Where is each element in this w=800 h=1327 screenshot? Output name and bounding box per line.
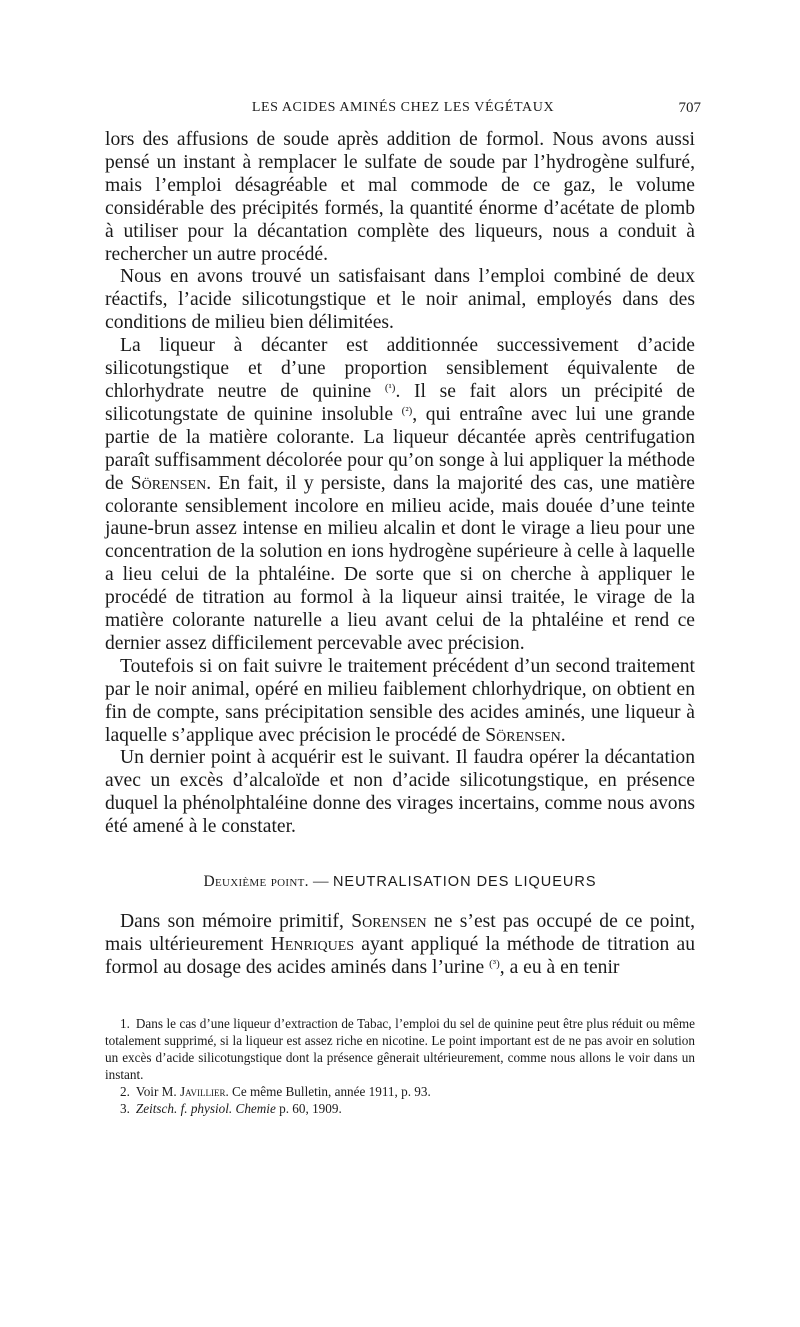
footnote-number: 1. [120,1016,130,1031]
footnotes [105,1015,695,1118]
author-name: Sorensen [351,911,427,932]
journal-title: Zeitsch. f. physiol. Chemie [135,1101,276,1117]
footnote-3 [105,1100,695,1117]
author-name: Henriques [270,933,355,955]
paragraph-1: lors des affusions de soude après addition de formol. Nous avons aussi pensé un instant à remplacer le sulfate de soude par l’hydrogène sulfuré, mais l’emploi désagréable et mal commode de ce gaz, le volume considérable des précipités formés, la quantité énorme d’acétate de plomb à utiliser pour la décantation complète des liqueurs, nous a conduit à rechercher un autre procédé. [105,129,695,265]
paragraph-6-part2: ne s’est pas occupé de ce point, mais ultérieurement [105,911,695,955]
paragraph-5: Un dernier point à acquérir est le suivant. Il faudra opérer la décantation avec un excès d’alcaloïde et non d’acide silicotungstique, en présence duquel la phénolphtaléine donne des virages incertains, comme nous avons été amené à le constater. [105,747,695,838]
paragraph-4-part2: . [560,724,566,746]
paragraph-6-part1: Dans son mémoire primitif, [120,911,352,932]
author-name: Sörensen [485,724,561,746]
footnote-number: 2. [120,1084,130,1100]
paragraph-4-part1: Toutefois si on fait suivre le traitement précédent d’un second traitement par le noir animal, opéré en milieu faiblement chlorhydrique, on obtient en fin de compte, sans précipitation sensible des acides aminés, une liqueur à laquelle s’applique avec précision le procédé de [105,655,695,746]
paragraph-4 [105,656,695,748]
paragraph-3 [105,335,695,656]
paragraph-3-part4: . En fait, il y persiste, dans la majorité des cas, une matière colorante sensiblement incolore en milieu acide, mais douée d’une teinte jaune-brun assez intense en milieu alcalin et dont le virage a lieu pour une concentration de la solution en ions hydrogène supérieure à celle à laquelle a lieu celui de la phtaléine. De sorte que si on cherche à appliquer le procédé de titration au formol à la liqueur ainsi traitée, le virage de la matière colorante naturelle a lieu avant celui de la phtaléine et rend ce dernier assez difficilement percevable avec précision. [105,472,695,654]
author-name: Javillier [179,1084,226,1100]
section-dash: — [308,873,333,890]
footnote-number: 3. [120,1101,130,1117]
section-text [105,911,695,980]
running-head [105,100,701,122]
paragraph-6-part4: , a eu à en tenir [499,956,620,978]
section-label: Deuxième point. [203,873,309,890]
footnote-ref-1: (¹) [384,381,396,394]
paragraph-3-part3: , qui entraîne avec lui une grande partie de la matière colorante. La liqueur décantée après centrifugation paraît suffisamment décolorée pour qu’on songe à lui appliquer la méthode de [105,403,696,494]
paragraph-6 [105,911,695,980]
footnote-ref-3: (³) [489,957,500,970]
paragraph-2: Nous en avons trouvé un satisfaisant dans l’emploi combiné de deux réactifs, l’acide silicotungstique et le noir animal, employés dans des conditions de milieu bien délimitées. [105,266,695,334]
footnote-2-post: . Ce même Bulletin, année 1911, p. 93. [225,1084,431,1100]
page-number: 707 [678,100,701,116]
footnote-1 [105,1015,695,1083]
footnote-2-pre: Voir M. [135,1084,180,1100]
footnote-ref-2: (²) [401,404,413,417]
section-heading [105,873,695,891]
footnote-2 [105,1083,695,1100]
main-text [105,129,695,839]
paragraph-3-part1: La liqueur à décanter est additionnée successivement d’acide silicotungstique et d’une proportion sensiblement équivalente de chlorhydrate neutre de quinine [105,335,695,402]
footnote-3-post: p. 60, 1909. [275,1101,342,1117]
author-name: Sörensen [130,472,207,494]
paragraph-3-part2: . Il se fait alors un précipité de silicotungstate de quinine insoluble [105,380,695,425]
running-title: LES ACIDES AMINÉS CHEZ LES VÉGÉTAUX [251,100,555,115]
paragraph-6-part3: ayant appliqué la méthode de titration au formol au dosage des acides aminés dans l’urine [105,933,696,978]
section-title: NEUTRALISATION DES LIQUEURS [332,874,597,890]
footnote-1-text: Dans le cas d’une liqueur d’extraction de Tabac, l’emploi du sel de quinine peut être plus réduit ou même totalement supprimé, si la liqueur est assez riche en nicotine. Le point important est de ne pas avoir en solution un excès d’acide silicotungstique dont la présence gênerait ultérieurement, comme nous allons le voir dans un instant. [105,1016,695,1083]
